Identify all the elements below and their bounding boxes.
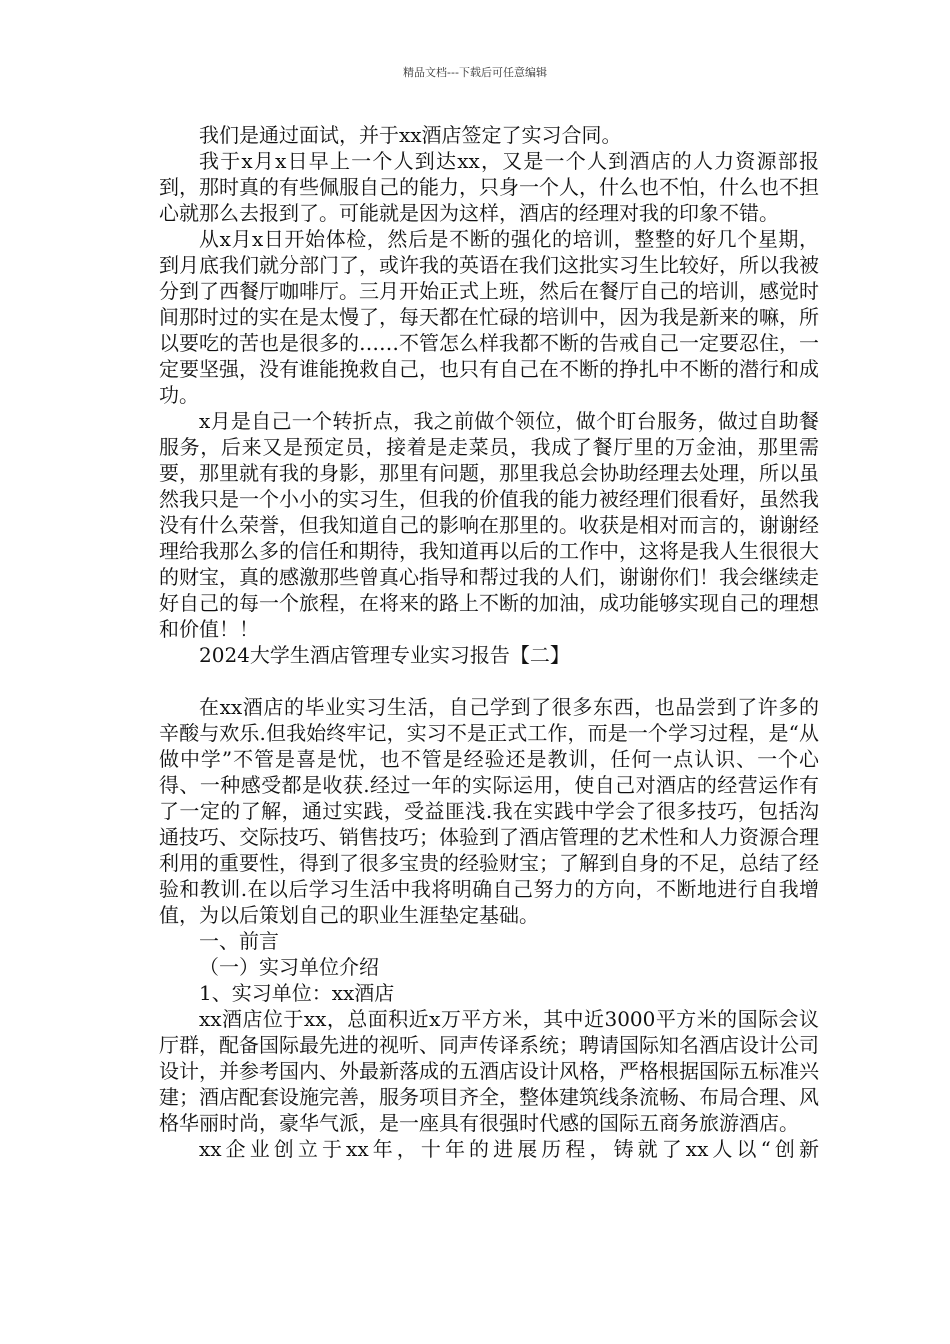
paragraph-turning-point: x月是自己一个转折点，我之前做个领位，做个盯台服务，做过自助餐服务，后来又是预定员，接着是走菜员，我成了餐厅里的万金油，那里需要，那里就有我的身影，那里有问题，那里我总会协助经理去处理，所以虽然我只是一个小小的实习生，但我的价值我的能力被经理们很看好，虽然我没有什么荣誉，但我知道自己的影响在那里的。收获是相对而言的，谢谢经理给我那么多的信任和期待，我知道再以后的工作中，这将是我人生很很大的财宝，真的感激那些曾真心指导和帮过我的人们，谢谢你们！我会继续走好自己的每一个旅程，在将来的路上不断的加油，成功能够实现自己的理想和价值！！ bbox=[159, 409, 819, 641]
section-title-report-two: 2024大学生酒店管理专业实习报告【二】 bbox=[199, 643, 570, 667]
document-body bbox=[159, 122, 819, 1162]
heading-preface: 一、前言 bbox=[199, 929, 279, 953]
paragraph-training: 从x月x日开始体检，然后是不断的强化的培训，整整的好几个星期，到月底我们就分部门了，或许我的英语在我们这批实习生比较好，所以我被分到了西餐厅咖啡厅。三月开始正式上班，然后在餐厅自己的培训，感觉时间那时过的实在是太慢了，每天都在忙碌的培训中，因为我是新来的嘛，所以要吃的苦也是很多的……不管怎么样我都不断的告戒自己一定要忍住，一定要坚强，没有谁能挽救自己，也只有自己在不断的挣扎中不断的潜行和成功。 bbox=[159, 227, 819, 407]
paragraph-hotel-description: xx酒店位于xx，总面积近x万平方米，其中近3000平方米的国际会议厅群，配备国际最先进的视听、同声传译系统；聘请国际知名酒店设计公司设计，并参考国内、外最新落成的五酒店设计风格，严格根据国际五标准兴建；酒店配套设施完善，服务项目齐全，整体建筑线条流畅、布局合理、风格华丽时尚，豪华气派，是一座具有很强时代感的国际五商务旅游酒店。 bbox=[159, 1007, 819, 1135]
paragraph-arrival: 我于x月x日早上一个人到达xx，又是一个人到酒店的人力资源部报到，那时真的有些佩服自己的能力，只身一个人，什么也不怕，什么也不担心就那么去报到了。可能就是因为这样，酒店的经理对我的印象不错。 bbox=[159, 149, 819, 225]
paragraph-contract: 我们是通过面试，并于xx酒店签定了实习合同。 bbox=[199, 123, 622, 147]
page-header: 精品文档---下载后可任意编辑 bbox=[403, 66, 547, 79]
heading-unit-name: 1、实习单位：xx酒店 bbox=[199, 981, 395, 1005]
paragraph-internship-summary: 在xx酒店的毕业实习生活，自己学到了很多东西，也品尝到了许多的辛酸与欢乐.但我始终牢记，实习不是正式工作，而是一个学习过程，是“从做中学”不管是喜是忧，也不管是经验还是教训，任何一点认识、一个心得、一种感受都是收获.经过一年的实际运用，使自己对酒店的经营运作有了一定的了解，通过实践，受益匪浅.我在实践中学会了很多技巧，包括沟通技巧、交际技巧、销售技巧；体验到了酒店管理的艺术性和人力资源合理利用的重要性，得到了很多宝贵的经验财宝；了解到自身的不足，总结了经验和教训.在以后学习生活中我将明确自己努力的方向，不断地进行自我增值，为以后策划自己的职业生涯垫定基础。 bbox=[159, 695, 819, 927]
paragraph-company-history: xx企业创立于xx年，十年的进展历程，铸就了xx人以“创新 bbox=[199, 1137, 819, 1161]
heading-unit-intro: （一）实习单位介绍 bbox=[199, 955, 379, 979]
blank-line bbox=[159, 668, 819, 694]
